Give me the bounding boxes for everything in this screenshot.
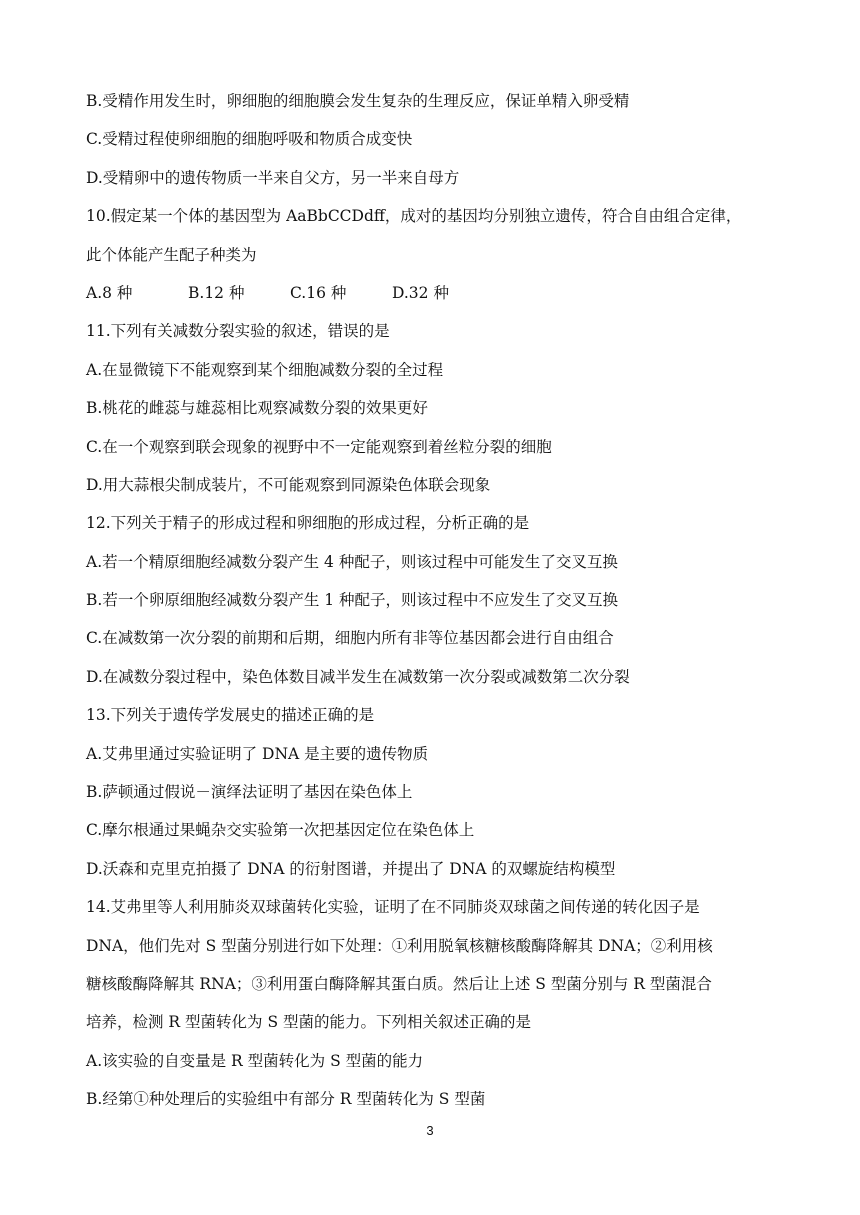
question-11-stem: 11.下列有关减数分裂实验的叙述，错误的是 <box>86 322 390 341</box>
option-13a: A.艾弗里通过实验证明了 DNA 是主要的遗传物质 <box>86 744 429 763</box>
question-14-stem: 14.艾弗里等人利用肺炎双球菌转化实验，证明了在不同肺炎双球菌之间传递的转化因子是 <box>86 898 700 917</box>
question-14-stem-continued-1: DNA，他们先对 S 型菌分别进行如下处理：①利用脱氧核糖核酸酶降解其 DNA；②利用核 <box>86 936 713 955</box>
option-10d: D.32 种 <box>392 283 449 302</box>
page-number: 3 <box>426 1123 434 1138</box>
option-14a: A.该实验的自变量是 R 型菌转化为 S 型菌的能力 <box>86 1051 424 1070</box>
option-11b: B.桃花的雌蕊与雄蕊相比观察减数分裂的效果更好 <box>86 399 428 418</box>
option-14b: B.经第①种处理后的实验组中有部分 R 型菌转化为 S 型菌 <box>86 1090 486 1109</box>
question-13-stem: 13.下列关于遗传学发展史的描述正确的是 <box>86 706 375 725</box>
option-9c: C.受精过程使卵细胞的细胞呼吸和物质合成变快 <box>86 130 413 149</box>
option-10a: A.8 种 <box>86 283 133 302</box>
option-10c: C.16 种 <box>290 283 347 302</box>
question-14-stem-continued-2: 糖核酸酶降解其 RNA；③利用蛋白酶降解其蛋白质。然后让上述 S 型菌分别与 R 型菌混合 <box>86 974 712 993</box>
option-13d: D.沃森和克里克拍摄了 DNA 的衍射图谱，并提出了 DNA 的双螺旋结构模型 <box>86 859 616 878</box>
option-11a: A.在显微镜下不能观察到某个细胞减数分裂的全过程 <box>86 360 444 379</box>
question-14-stem-continued-3: 培养，检测 R 型菌转化为 S 型菌的能力。下列相关叙述正确的是 <box>86 1013 531 1032</box>
option-12d: D.在减数分裂过程中，染色体数目减半发生在减数第一次分裂或减数第二次分裂 <box>86 667 630 686</box>
option-9d: D.受精卵中的遗传物质一半来自父方，另一半来自母方 <box>86 168 460 187</box>
question-10-stem: 10.假定某一个体的基因型为 AaBbCCDdff，成对的基因均分别独立遗传，符合自由组合定律， <box>86 207 742 226</box>
option-13c: C.摩尔根通过果蝇杂交实验第一次把基因定位在染色体上 <box>86 821 475 840</box>
question-12-stem: 12.下列关于精子的形成过程和卵细胞的形成过程，分析正确的是 <box>86 514 530 533</box>
option-12c: C.在减数第一次分裂的前期和后期，细胞内所有非等位基因都会进行自由组合 <box>86 629 614 648</box>
option-12b: B.若一个卵原细胞经减数分裂产生 1 种配子，则该过程中不应发生了交叉互换 <box>86 591 619 610</box>
option-12a: A.若一个精原细胞经减数分裂产生 4 种配子，则该过程中可能发生了交叉互换 <box>86 552 618 571</box>
question-10-stem-continued: 此个体能产生配子种类为 <box>86 245 257 264</box>
option-11c: C.在一个观察到联会现象的视野中不一定能观察到着丝粒分裂的细胞 <box>86 437 552 456</box>
document-page <box>86 82 786 1119</box>
question-10-options <box>86 274 786 312</box>
option-10b: B.12 种 <box>188 283 245 302</box>
option-13b: B.萨顿通过假说－演绎法证明了基因在染色体上 <box>86 783 413 802</box>
option-9b: B.受精作用发生时，卵细胞的细胞膜会发生复杂的生理反应，保证单精入卵受精 <box>86 92 630 110</box>
option-11d: D.用大蒜根尖制成装片，不可能观察到同源染色体联会现象 <box>86 475 491 494</box>
